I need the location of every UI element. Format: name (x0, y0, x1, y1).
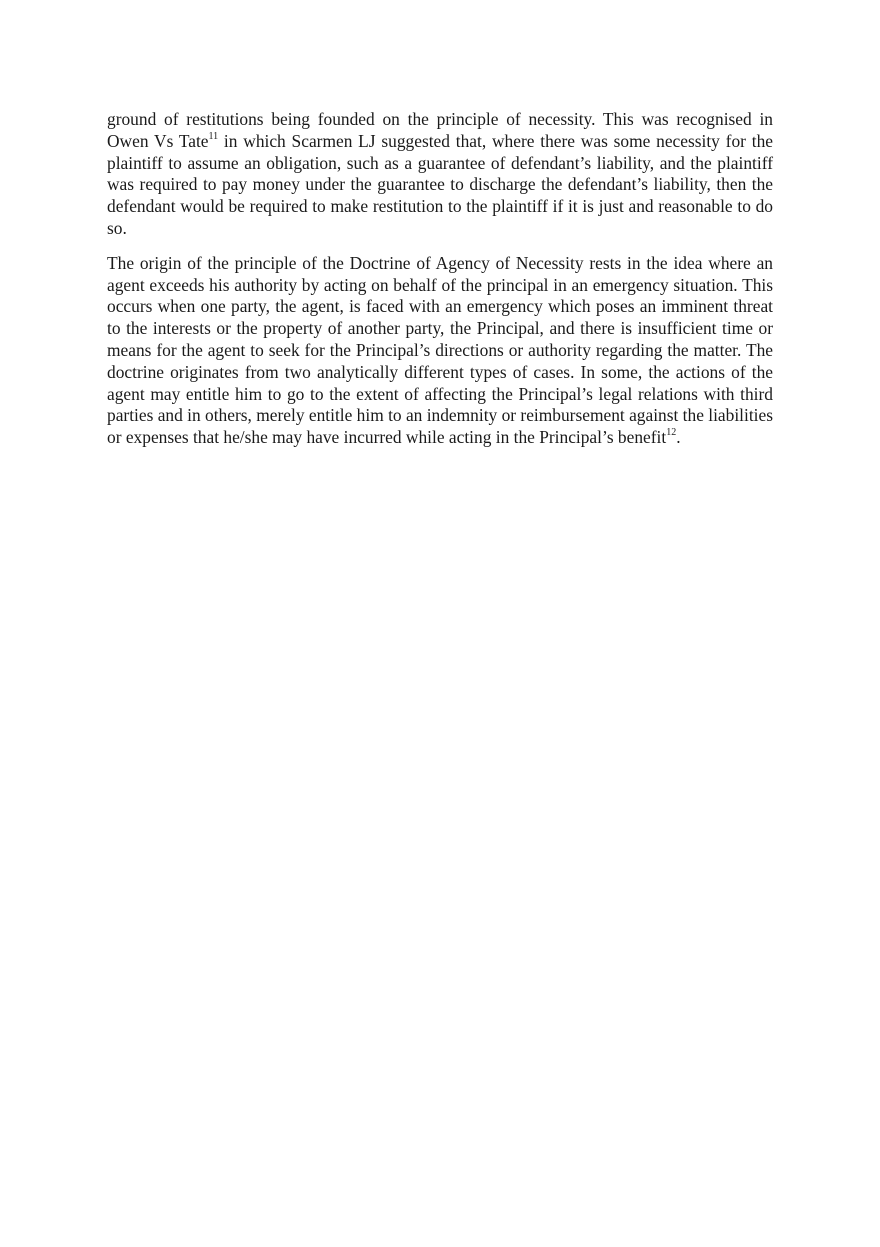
paragraph-text: The origin of the principle of the Doctrine of Agency of Necessity rests in the idea where an agent exceeds his authority by acting on behalf of the principal in an emergency situation. This occurs when one party, the agent, is faced with an emergency which poses an imminent threat to the interests or the property of another party, the Principal, and there is insufficient time or means for the agent to seek for the Principal’s directions or authority regarding the matter. The doctrine originates from two analytically different types of cases. In some, the actions of the agent may entitle him to go to the extent of affecting the Principal’s legal relations with third parties and in others, merely entitle him to an indemnity or reimbursement against the liabilities or expenses that he/she may have incurred while acting in the Principal’s benefit (107, 252, 773, 448)
footnote-ref-11: 11 (208, 131, 219, 142)
paragraph-text: ground of restitutions being founded on the principle of necessity. This was recognised in Owen Vs Tate (107, 109, 773, 151)
document-body (107, 109, 773, 449)
footnote-ref-12: 12 (666, 427, 677, 439)
paragraph-text: in which Scarmen LJ suggested that, where there was some necessity for the plaintiff to assume an obligation, such as a guarantee of defendant’s liability, and the plaintiff was required to pay money under the guarantee to discharge the defendant’s liability, then the defendant would be required to make restitution to the plaintiff if it is just and reasonable to do so. (107, 130, 773, 238)
paragraph-agency-of-necessity (107, 253, 773, 449)
paragraph-text: . (676, 427, 681, 448)
paragraph-owen-vs-tate (107, 109, 773, 240)
